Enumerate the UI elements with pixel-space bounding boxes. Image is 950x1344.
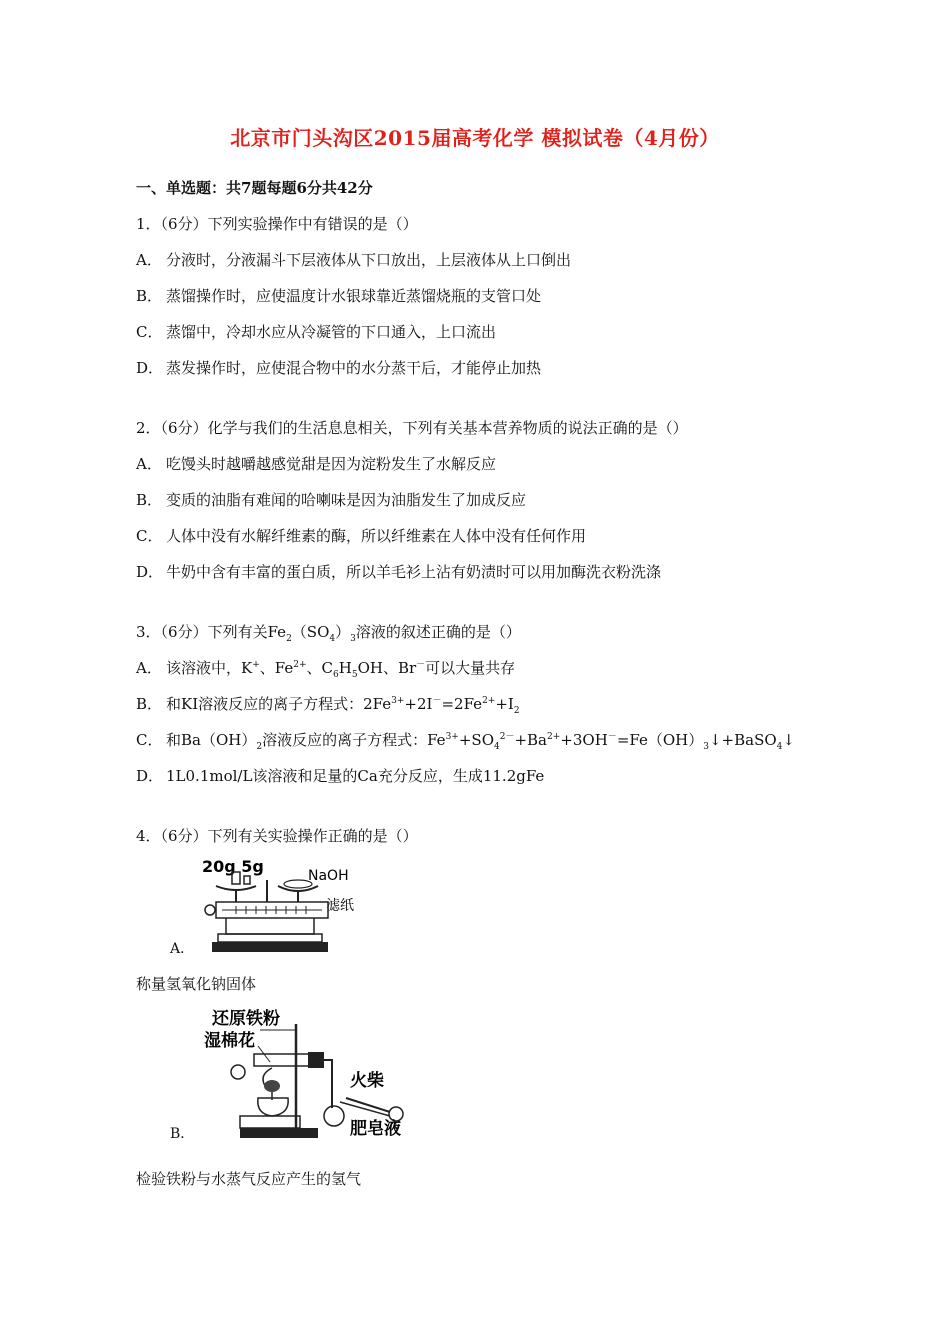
q2-option-a: A． 吃馒头时越嚼越感觉甜是因为淀粉发生了水解反应 bbox=[136, 455, 497, 473]
q1-option-c: C． 蒸馏中，冷却水应从冷凝管的下口通入，上口流出 bbox=[136, 323, 497, 341]
soap-solution-label: 肥皂液 bbox=[350, 1119, 401, 1139]
q2-option-d: D． 牛奶中含有丰富的蛋白质，所以羊毛衫上沾有奶渍时可以用加酶洗衣粉洗涤 bbox=[136, 563, 662, 581]
q1-option-d: D． 蒸发操作时，应使混合物中的水分蒸干后，才能停止加热 bbox=[136, 359, 542, 377]
q3-option-a: A． 该溶液中，K+、$Fe^{2+}$、$C_6H_5OH$、Br－可以大量共存 bbox=[136, 659, 516, 680]
q3-option-c: C． 和$Ba(OH)_2$溶液反应的离子方程式：$Fe^{3+}+SO_4^{2-}+Ba^{2+}+3OH^-=Fe(OH)_3↓+BaSO_4↓$ bbox=[136, 731, 795, 752]
match-label: 火柴 bbox=[350, 1071, 384, 1091]
q1-stem: 1．（6分）下列实验操作中有错误的是（） bbox=[136, 215, 418, 233]
q4-figure-a-caption: 称量氢氧化钠固体 bbox=[136, 975, 257, 993]
balance-diagram bbox=[196, 852, 376, 962]
wet-cotton-label: 湿棉花 bbox=[204, 1031, 255, 1051]
q4-figure-b-label: B． bbox=[170, 1126, 195, 1142]
q2-option-c: C． 人体中没有水解纤维素的酶，所以纤维素在人体中没有任何作用 bbox=[136, 527, 587, 545]
q1-option-a: A． 分液时，分液漏斗下层液体从下口放出，上层液体从上口倒出 bbox=[136, 251, 572, 269]
q4-figure-a-label: A． bbox=[170, 941, 195, 957]
iron-powder-label: 还原铁粉 bbox=[212, 1009, 280, 1029]
q4-figure-b-caption: 检验铁粉与水蒸气反应产生的氢气 bbox=[136, 1170, 362, 1188]
q3-stem: 3．（6分）下列有关$Fe_2(SO_4)_3$溶液的叙述正确的是（） bbox=[136, 623, 521, 644]
weights-label: 20g 5g bbox=[202, 857, 264, 876]
q1-option-b: B． 蒸馏操作时，应使温度计水银球靠近蒸馏烧瓶的支管口处 bbox=[136, 287, 542, 305]
q4-stem: 4．（6分）下列有关实验操作正确的是（） bbox=[136, 827, 418, 845]
iron-steam-apparatus-diagram bbox=[200, 1004, 420, 1144]
q2-stem: 2．（6分）化学与我们的生活息息相关，下列有关基本营养物质的说法正确的是（） bbox=[136, 419, 688, 437]
filter-paper-label: 滤纸 bbox=[326, 898, 354, 914]
section-heading: 一、单选题：共7题每题6分共42分 bbox=[136, 179, 373, 197]
q2-option-b: B． 变质的油脂有难闻的哈喇味是因为油脂发生了加成反应 bbox=[136, 491, 527, 509]
naoh-label: NaOH bbox=[308, 868, 349, 884]
q3-option-b: B． 和KI溶液反应的离子方程式：$2Fe^{3+}+2I^-=2Fe^{2+}+I_2$ bbox=[136, 695, 520, 716]
exam-title: 北京市门头沟区2015届高考化学 模拟试卷（4月份） bbox=[230, 126, 720, 150]
q3-option-d: D． 1L0.1mol/L该溶液和足量的Ca充分反应，生成11.2gFe bbox=[136, 767, 545, 785]
